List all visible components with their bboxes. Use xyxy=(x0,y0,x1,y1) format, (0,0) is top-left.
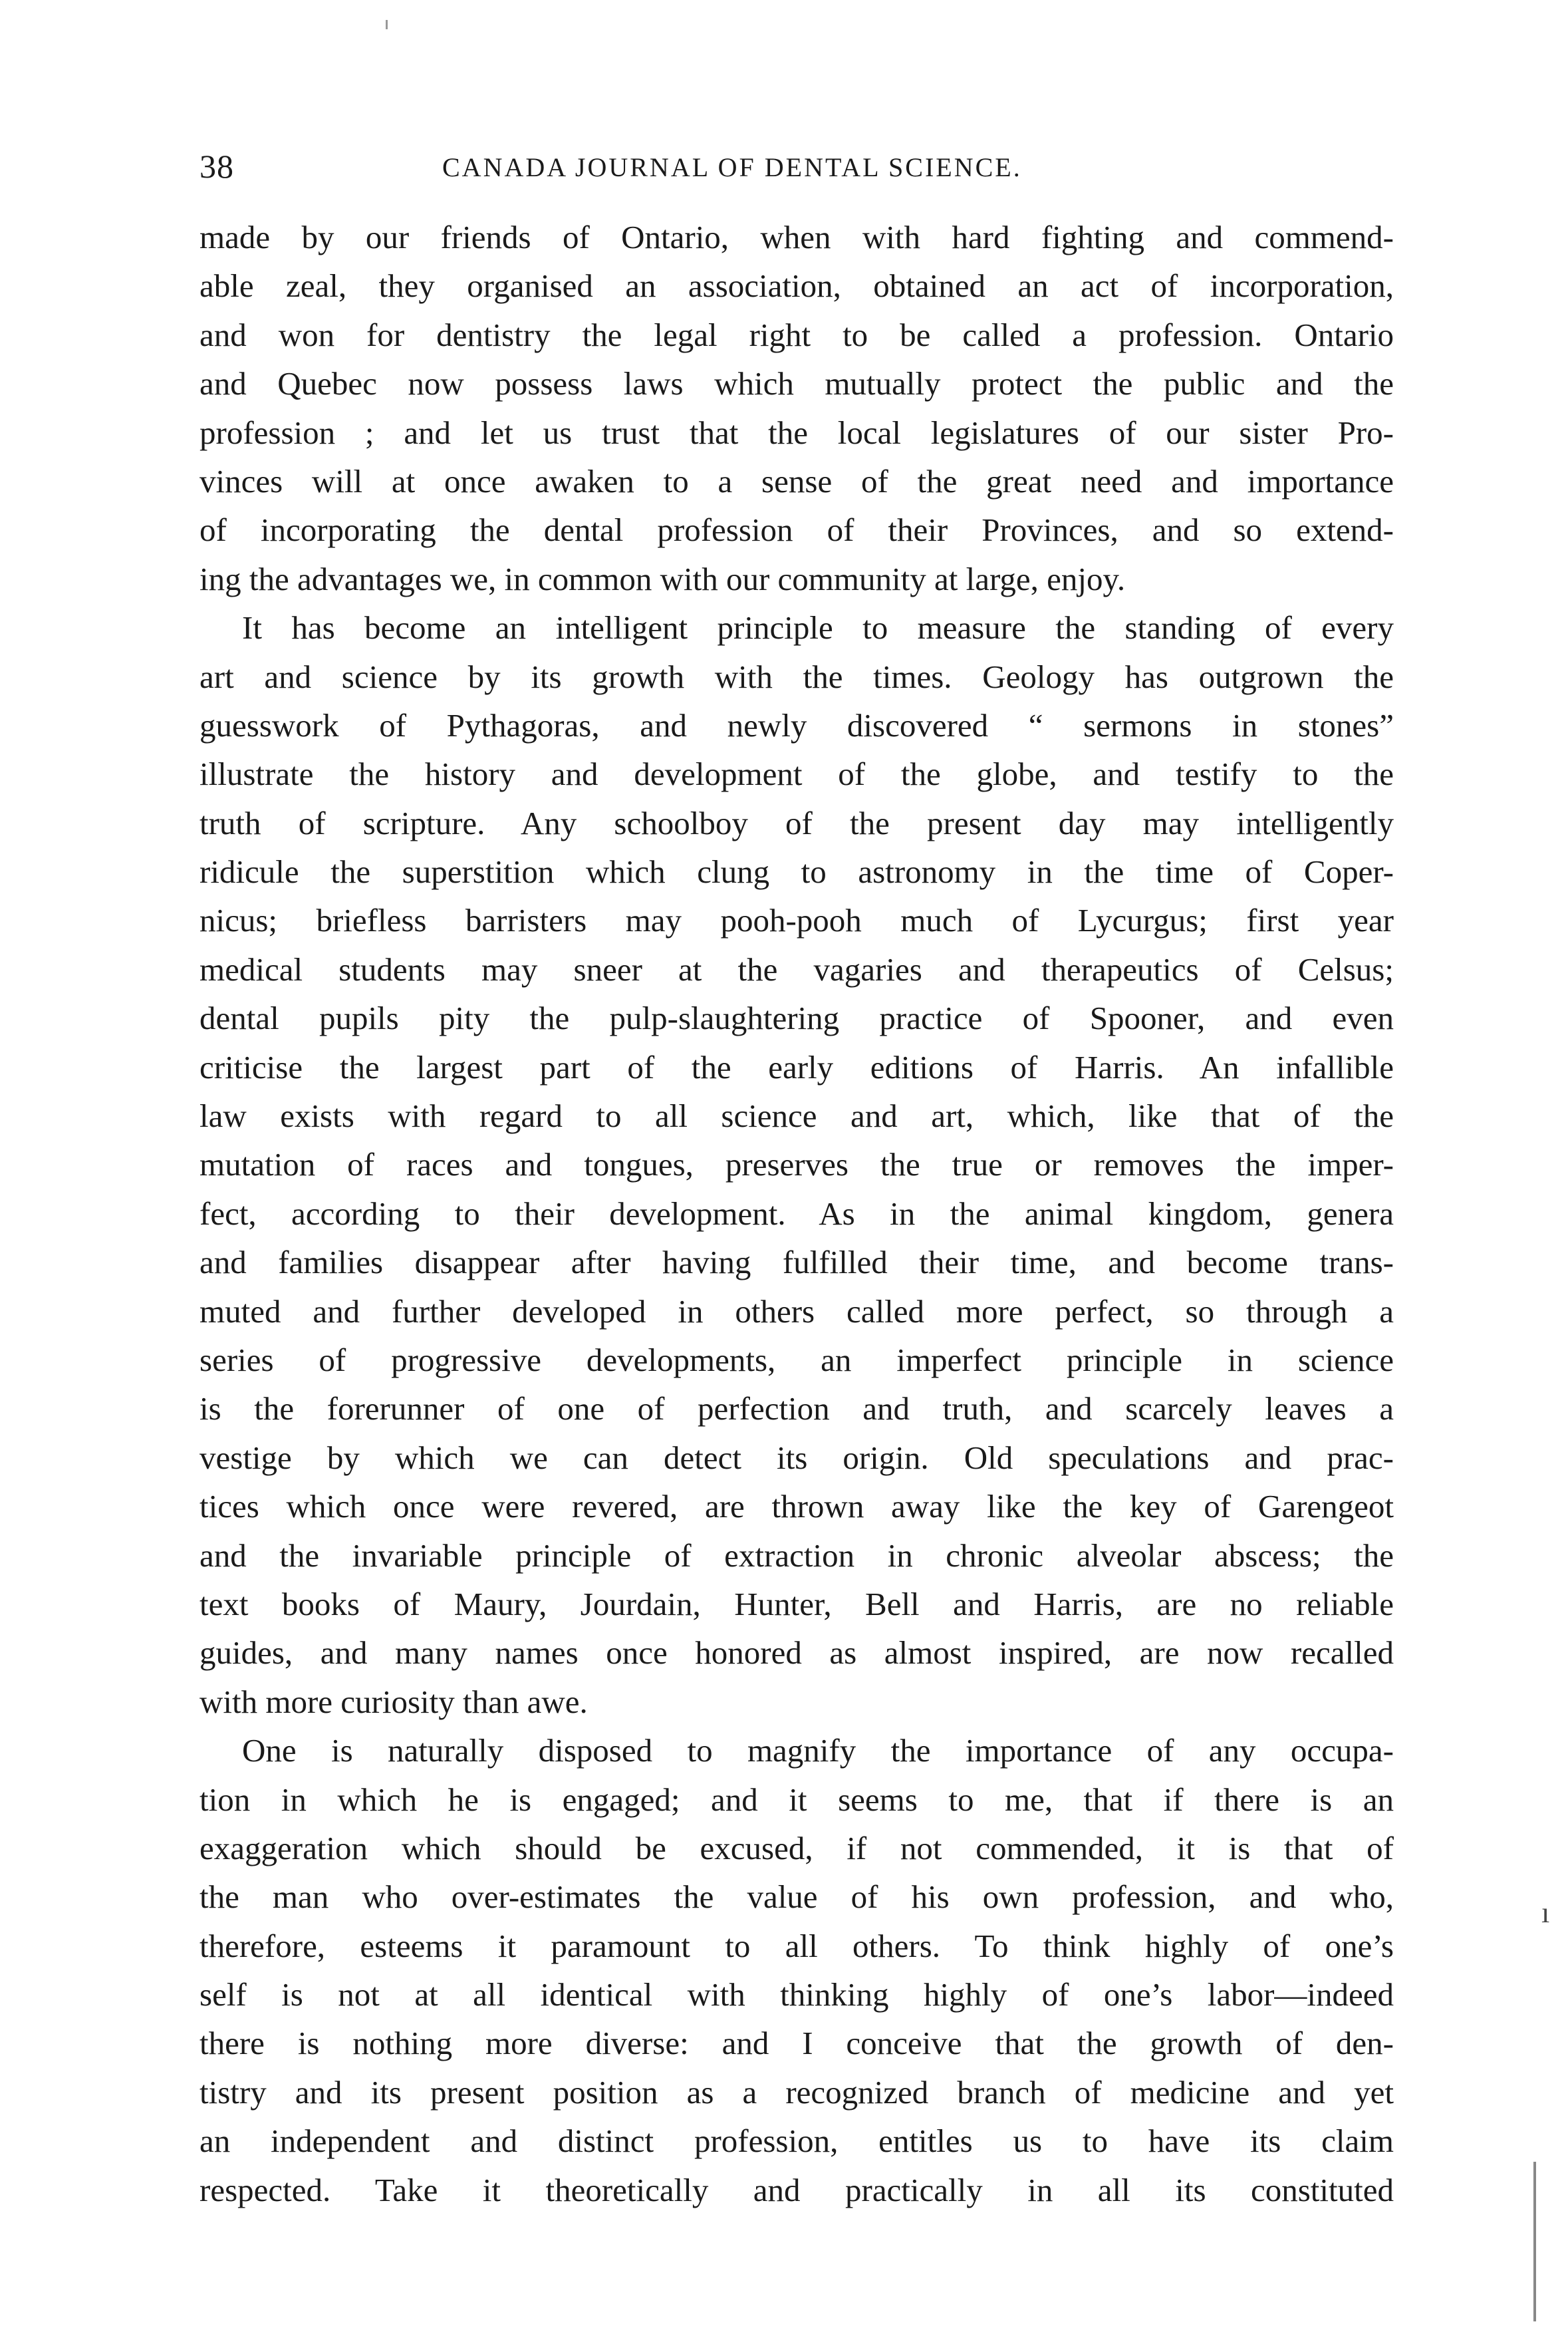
text-line: respected. Take it theoretically and practically in all its constituted xyxy=(199,2171,1394,2208)
text-line: It has become an intelligent principle to measure the standing of every xyxy=(242,609,1394,647)
text-line: tices which once were revered, are thrown away like the key of Garengeot xyxy=(199,1488,1394,1525)
text-line: law exists with regard to all science and art, which, like that of the xyxy=(199,1098,1394,1135)
text-line: truth of scripture. Any schoolboy of the present day may intelligently xyxy=(199,804,1394,841)
text-line: text books of Maury, Jourdain, Hunter, Bell and Harris, are no reliable xyxy=(199,1585,1394,1622)
text-line: dental pupils pity the pulp-slaughtering practice of Spooner, and even xyxy=(199,1000,1394,1037)
text-line: profession ; and let us trust that the local legislatures of our sister Pro- xyxy=(199,414,1394,451)
text-line: and the invariable principle of extraction in chronic alveolar abscess; the xyxy=(199,1537,1394,1574)
text-line: tistry and its present position as a recognized branch of medicine and yet xyxy=(199,2073,1394,2111)
text-line: series of progressive developments, an imperfect principle in science xyxy=(199,1341,1394,1378)
text-line: and families disappear after having fulfilled their time, and become trans- xyxy=(199,1244,1394,1281)
text-line: ridicule the superstition which clung to astronomy in the time of Coper- xyxy=(199,853,1394,891)
text-line: nicus; briefless barristers may pooh-pooh much of Lycurgus; first year xyxy=(199,902,1394,939)
text-line: mutation of races and tongues, preserves the true or removes the imper- xyxy=(199,1146,1394,1183)
text-line: self is not at all identical with thinking highly of one’s labor—indeed xyxy=(199,1976,1394,2013)
scan-edge-artifact xyxy=(1533,2162,1536,2321)
text-line: guesswork of Pythagoras, and newly discovered “ sermons in stones” xyxy=(199,706,1394,744)
text-line: medical students may sneer at the vagaries and therapeutics of Celsus; xyxy=(199,951,1394,988)
text-line: with more curiosity than awe. xyxy=(199,1683,588,1720)
text-line: One is naturally disposed to magnify the importance of any occupa- xyxy=(242,1732,1394,1769)
text-line: exaggeration which should be excused, if not commended, it is that of xyxy=(199,1829,1394,1866)
text-line: able zeal, they organised an association, obtained an act of incorporation, xyxy=(199,267,1394,305)
text-line: tion in which he is engaged; and it seems to me, that if there is an xyxy=(199,1781,1394,1818)
text-line: of incorporating the dental profession of their Provinces, and so extend- xyxy=(199,512,1394,549)
body-text xyxy=(199,213,1394,2214)
page-number: 38 xyxy=(199,148,234,185)
text-line: criticise the largest part of the early editions of Harris. An infallible xyxy=(199,1048,1394,1086)
text-line: vestige by which we can detect its origin. Old speculations and prac- xyxy=(199,1439,1394,1476)
running-title: CANADA JOURNAL OF DENTAL SCIENCE. xyxy=(442,152,1022,182)
text-line: and won for dentistry the legal right to be called a profession. Ontario xyxy=(199,316,1394,353)
margin-mark: ı xyxy=(1541,1896,1550,1929)
text-line: is the forerunner of one of perfection and truth, and scarcely leaves a xyxy=(199,1390,1394,1427)
text-line: made by our friends of Ontario, when with hard fighting and commend- xyxy=(199,219,1394,255)
text-line: and Quebec now possess laws which mutually protect the public and the xyxy=(199,365,1394,402)
text-line: there is nothing more diverse: and I conceive that the growth of den- xyxy=(199,2025,1394,2062)
text-line: illustrate the history and development of the globe, and testify to the xyxy=(199,756,1394,793)
scan-speck xyxy=(386,20,388,29)
text-line: an independent and distinct profession, entitles us to have its claim xyxy=(199,2123,1394,2160)
text-line: vinces will at once awaken to a sense of the great need and importance xyxy=(199,462,1394,500)
text-line: ing the advantages we, in common with our community at large, enjoy. xyxy=(199,560,1126,597)
text-line: therefore, esteems it paramount to all others. To think highly of one’s xyxy=(199,1927,1394,1964)
text-line: muted and further developed in others called more perfect, so through a xyxy=(199,1292,1394,1330)
text-line: fect, according to their development. As in the animal kingdom, genera xyxy=(199,1195,1394,1232)
text-line: guides, and many names once honored as almost inspired, are now recalled xyxy=(199,1634,1394,1672)
text-line: art and science by its growth with the times. Geology has outgrown the xyxy=(199,658,1394,695)
page-header xyxy=(199,145,1396,192)
text-line: the man who over-estimates the value of his own profession, and who, xyxy=(199,1878,1394,1916)
